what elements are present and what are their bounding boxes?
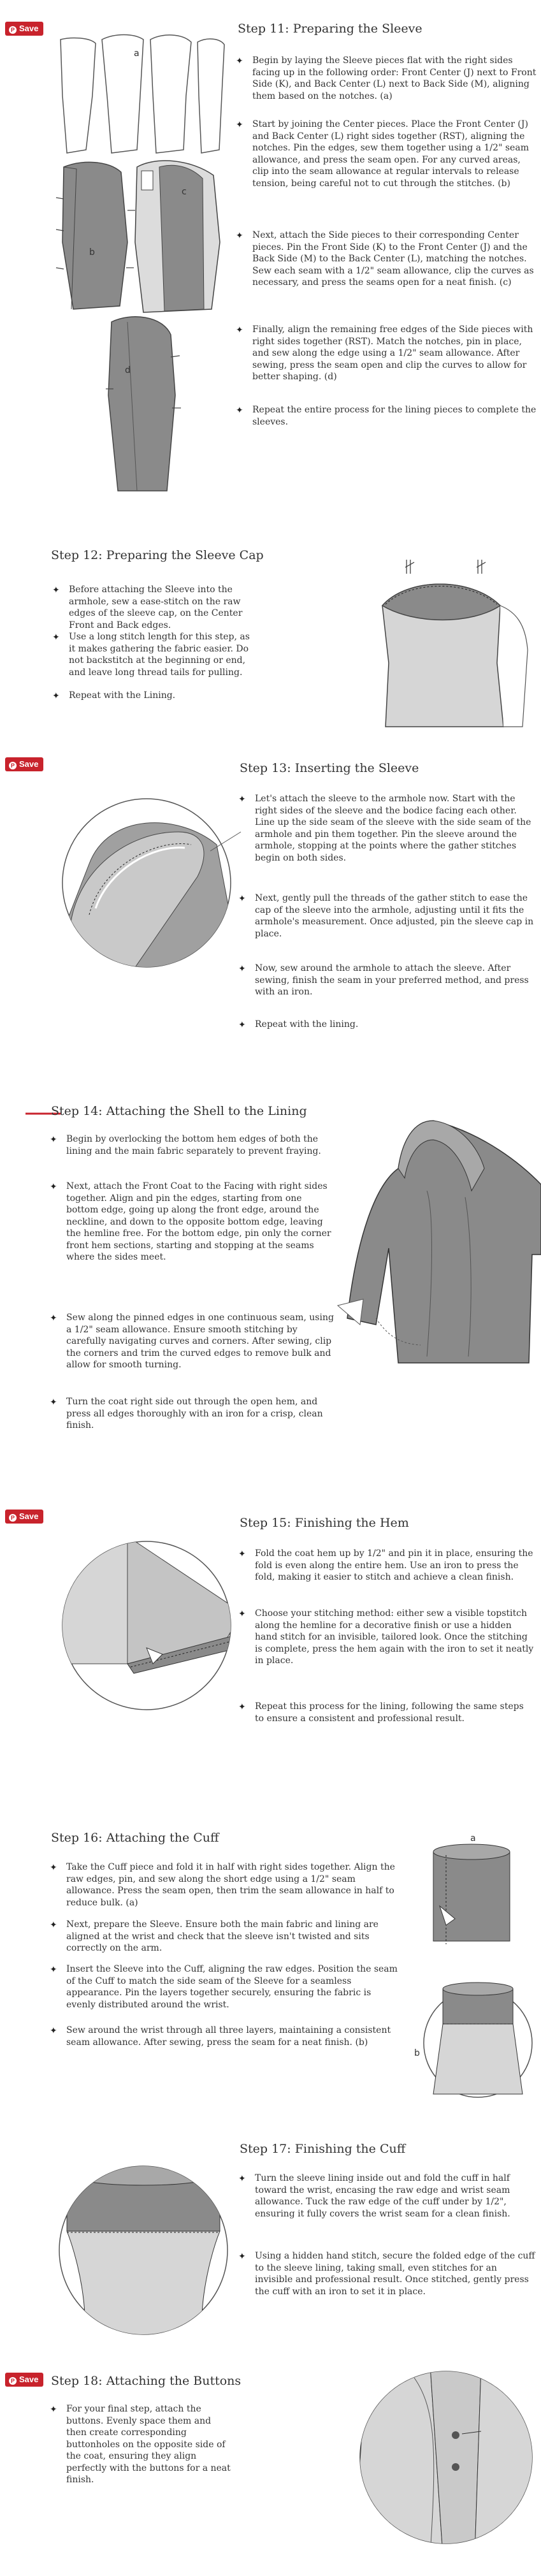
star-bullet-icon: ✦ [50, 1965, 57, 1975]
star-bullet-icon: ✦ [50, 1182, 57, 1192]
list-item: ✦ Take the Cuff piece and fold it in half with right sides together. Align the raw edges, pin, and sew along the short edge using a 1/2" seam allowance. Press the seam open, then trim the seam allowance in half to reduce bulk. (a) [50, 1862, 395, 1908]
list-item: ✦ Sew around the wrist through all three layers, maintaining a consistent seam allowance. After sewing, press the seam for a neat finish. (b) [50, 2025, 391, 2048]
star-bullet-icon: ✦ [52, 691, 60, 701]
save-button[interactable]: P Save [5, 1510, 43, 1524]
step-17-illustration [54, 2161, 239, 2346]
pinterest-icon: P [9, 2377, 17, 2385]
step-12-illustration [357, 548, 541, 727]
list-item: ✦ Repeat with the lining. [238, 1019, 359, 1030]
figure-label-d: d [125, 365, 131, 375]
star-bullet-icon: ✦ [52, 632, 60, 643]
list-item: ✦ Choose your stitching method: either sew a visible topstitch along the hemline for a decorative finish or use a hidden hand stitch for an invisible, tailored look. Once the stitching is complete, press the hem again with the iron to set it neatly in place. [238, 1608, 534, 1666]
figure-label-a: a [470, 1833, 476, 1844]
step-18-title: Step 18: Attaching the Buttons [51, 2374, 242, 2388]
pinterest-icon: P [9, 1514, 17, 1522]
list-item: ✦ Fold the coat hem up by 1/2" and pin it in place, ensuring the fold is even along the entire hem. Use an iron to press the fold, making it easier to stitch and achieve a clean finish. [238, 1548, 533, 1582]
star-bullet-icon: ✦ [50, 1863, 57, 1873]
list-item: ✦ For your final step, attach the buttons. Evenly space them and then create corresponding buttonholes on the opposite side of the coat, ensuring they align perfectly with the buttons for a neat finish. [50, 2404, 231, 2485]
step-16-illustration [395, 1830, 541, 2097]
star-bullet-icon: ✦ [238, 894, 246, 904]
figure-label-b: b [89, 247, 95, 258]
list-item: ✦ Sew along the pinned edges in one continuous seam, using a 1/2" seam allowance. Ensure smooth stitching by carefully navigating curves and corners. After sewing, clip the corners and trim the curved edges to remove bulk and allow for smooth turning. [50, 1313, 334, 1370]
star-bullet-icon: ✦ [50, 1920, 57, 1930]
star-bullet-icon: ✦ [236, 405, 243, 416]
list-item: ✦ Repeat with the Lining. [52, 690, 176, 701]
star-bullet-icon: ✦ [50, 1397, 57, 1408]
list-item: ✦ Begin by overlocking the bottom hem edges of both the lining and the main fabric separately to prevent fraying. [50, 1134, 321, 1156]
star-bullet-icon: ✦ [238, 1609, 246, 1619]
star-bullet-icon: ✦ [236, 120, 243, 130]
list-item: ✦ Turn the coat right side out through the open hem, and press all edges thoroughly with an iron for a crisp, clean finish. [50, 1397, 323, 1430]
save-button[interactable]: P Save [5, 2373, 43, 2387]
save-button[interactable]: P Save [5, 757, 43, 771]
step-17-title: Step 17: Finishing the Cuff [240, 2142, 406, 2156]
star-bullet-icon: ✦ [236, 325, 243, 335]
figure-label-b: b [414, 2048, 420, 2058]
star-bullet-icon: ✦ [50, 1313, 57, 1323]
list-item: ✦ Let's attach the sleeve to the armhole now. Start with the right sides of the sleeve and the bodice facing each other. Line up the side seam of the sleeve with the side seam of the armhole and pin them together. Pin the sleeve around the armhole, stopping at the points where the gather stitches begin on both sides. [238, 794, 531, 863]
star-bullet-icon: ✦ [238, 1020, 246, 1030]
step-11-title: Step 11: Preparing the Sleeve [238, 22, 422, 36]
star-bullet-icon: ✦ [50, 2026, 57, 2036]
pinterest-icon: P [9, 762, 17, 769]
star-bullet-icon: ✦ [52, 585, 60, 595]
list-item: ✦ Insert the Sleeve into the Cuff, aligning the raw edges. Position the seam of the Cuff to match the side seam of the Sleeve for a seamless appearance. Pin the layers together securely, ensuring the fabric is evenly distributed around the wrist. [50, 1964, 398, 2010]
list-item: ✦ Using a hidden hand stitch, secure the folded edge of the cuff to the sleeve lining, taking small, even stitches for an invisible and professional result. Once stitched, gently press the cuff with an iron to set it in place. [238, 2251, 535, 2297]
step-14-illustration [338, 1108, 541, 1376]
star-bullet-icon: ✦ [236, 56, 243, 66]
list-item: ✦ Start by joining the Center pieces. Place the Front Center (J) and Back Center (L) right sides together (RST), aligning the notches. Pin the edges, sew them together using a 1/2" seam allowance, and press the seam open. For any curved areas, clip into the seam allowance at regular intervals to release tension, being careful not to cut through the stitches. (b) [236, 119, 529, 189]
save-button[interactable]: P Save [5, 22, 43, 36]
star-bullet-icon: ✦ [236, 231, 243, 241]
list-item: ✦ Before attaching the Sleeve into the armhole, sew a ease-stitch on the raw edges of the sleeve cap, on the Center Front and Back edges. [52, 585, 243, 630]
list-item: ✦ Next, gently pull the threads of the gather stitch to ease the cap of the sleeve into the armhole, adjusting until it fits the armhole's measurement. Once adjusted, pin the sleeve cap in place. [238, 893, 534, 939]
list-item: ✦ Repeat this process for the lining, following the same steps to ensure a consistent and professional result. [238, 1701, 524, 1724]
star-bullet-icon: ✦ [238, 1549, 246, 1559]
list-item: ✦ Finally, align the remaining free edges of the Side pieces with right sides together (RST). Match the notches, pin in place, and sew along the edge using a 1/2" seam allowance. After sewing, press the seam open and clip the curves to allow for better shaping. (d) [236, 324, 533, 382]
star-bullet-icon: ✦ [238, 964, 246, 974]
star-bullet-icon: ✦ [238, 2252, 246, 2262]
step-18-illustration [354, 2365, 538, 2550]
pinterest-icon: P [9, 26, 17, 34]
step-13-illustration [51, 787, 242, 979]
star-bullet-icon: ✦ [50, 1135, 57, 1145]
list-item: ✦ Begin by laying the Sleeve pieces flat with the right sides facing up in the following order: Front Center (J) next to Front Side (K), and Back Center (L) next to Back Side (M), aligning them based on the notches. (a) [236, 55, 537, 101]
figure-label-c: c [182, 187, 187, 197]
list-item: ✦ Next, prepare the Sleeve. Ensure both the main fabric and lining are aligned at the wrist and check that the sleeve isn't twisted and sits correctly on the arm. [50, 1919, 379, 1953]
list-item: ✦ Next, attach the Side pieces to their corresponding Center pieces. Pin the Front Side (K) to the Front Center (J) and the Back Side (M) to the Back Center (L), matching the notches. Sew each seam with a 1/2" seam allowance, clip the curves as necessary, and press the seams open for a neat finish. (c) [236, 230, 534, 287]
step-14-title: Step 14: Attaching the Shell to the Lining [51, 1104, 307, 1118]
figure-label-a: a [134, 48, 140, 59]
list-item: ✦ Now, sew around the armhole to attach the sleeve. After sewing, finish the seam in your preferred method, and press with an iron. [238, 963, 529, 997]
step-11-illustration [0, 0, 229, 491]
list-item: ✦ Next, attach the Front Coat to the Facing with right sides together. Align and pin the edges, starting from one bottom edge, going up along the front edge, around the neckline, and down to the opposite bottom edge, leaving the hemline free. For the bottom edge, pin only the corner front hem sections, starting and stopping at the seams where the sides meet. [50, 1181, 331, 1262]
star-bullet-icon: ✦ [238, 794, 246, 804]
star-bullet-icon: ✦ [50, 2405, 57, 2415]
step-13-title: Step 13: Inserting the Sleeve [240, 761, 419, 775]
star-bullet-icon: ✦ [238, 2174, 246, 2184]
step-12-title: Step 12: Preparing the Sleeve Cap [51, 548, 264, 562]
step-15-illustration [57, 1536, 242, 1721]
list-item: ✦ Turn the sleeve lining inside out and fold the cuff in half toward the wrist, encasing the raw edge and wrist seam allowance. Tuck the raw edge of the cuff under by 1/2", ensuring it fully covers the wrist seam for a clean finish. [238, 2173, 510, 2219]
list-item: ✦ Repeat the entire process for the lining pieces to complete the sleeves. [236, 405, 537, 427]
star-bullet-icon: ✦ [238, 1702, 246, 1712]
step-16-title: Step 16: Attaching the Cuff [51, 1831, 219, 1845]
step-15-title: Step 15: Finishing the Hem [240, 1516, 409, 1530]
list-item: ✦ Use a long stitch length for this step, as it makes gathering the fabric easier. Do not backstitch at the beginning or end, and leave long thread tails for pulling. [52, 632, 250, 678]
